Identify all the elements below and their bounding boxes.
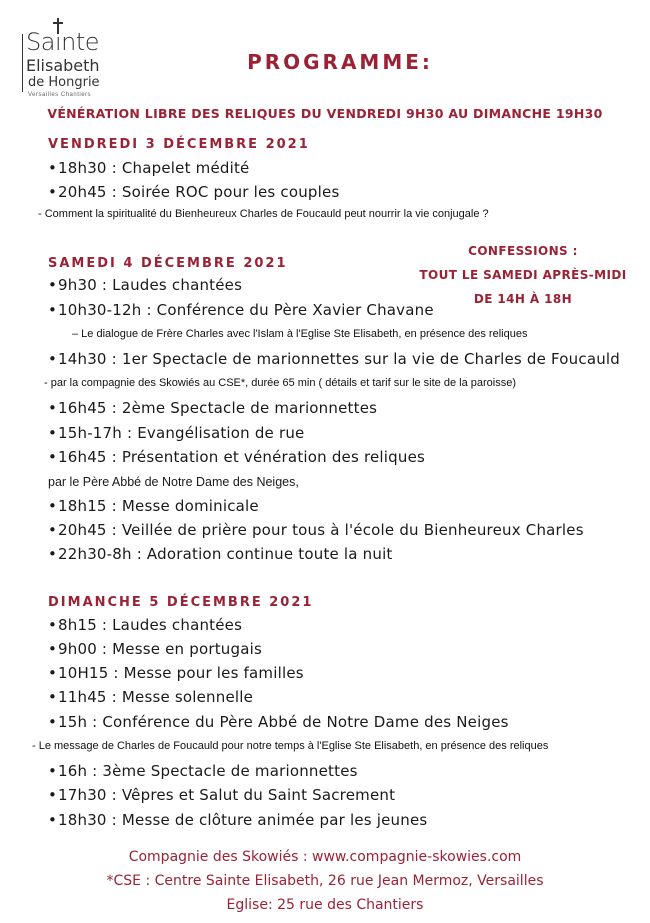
list-item <box>48 762 358 780</box>
list-item <box>48 688 253 706</box>
item-text: 18h30 : Messe de clôture animée par les jeunes <box>58 811 428 829</box>
page-title: PROGRAMME: <box>247 50 433 74</box>
list-item <box>48 640 262 658</box>
item-text: 16h45 : 2ème Spectacle de marionnettes <box>58 399 378 417</box>
list-item <box>48 424 304 442</box>
bullet-icon: • <box>48 786 58 804</box>
bullet-icon: • <box>48 159 58 177</box>
friday-heading: VENDREDI 3 DÉCEMBRE 2021 <box>48 137 310 152</box>
list-item <box>48 811 427 829</box>
list-item <box>48 786 395 804</box>
sunday-note-1: - Le message de Charles de Foucauld pour notre temps à l'Eglise Ste Elisabeth, en présence des reliques <box>32 740 549 752</box>
list-item <box>48 183 339 201</box>
logo-line-3: de Hongrie <box>28 75 100 90</box>
item-text: 9h30 : Laudes chantées <box>58 276 243 294</box>
item-text: 10H15 : Messe pour les familles <box>58 664 304 682</box>
footer-line-2: *CSE : Centre Sainte Elisabeth, 26 rue Jean Mermoz, Versailles <box>106 873 544 889</box>
list-item <box>48 350 620 368</box>
list-item <box>48 448 425 466</box>
bullet-icon: • <box>48 640 58 658</box>
bullet-icon: • <box>48 664 58 682</box>
cross-bar-icon <box>53 22 63 24</box>
list-item <box>48 713 509 731</box>
sunday-heading: DIMANCHE 5 DÉCEMBRE 2021 <box>48 595 314 610</box>
confessions-line-2: TOUT LE SAMEDI APRÈS-MIDI <box>419 268 627 282</box>
bullet-icon: • <box>48 276 58 294</box>
list-item <box>48 545 393 563</box>
confessions-line-3: DE 14H À 18H <box>473 292 573 306</box>
bullet-icon: • <box>48 301 58 319</box>
saturday-note-1: – Le dialogue de Frère Charles avec l'Islam à l'Eglise Ste Elisabeth, en présence des reliques <box>72 328 528 340</box>
bullet-icon: • <box>48 811 58 829</box>
saturday-plain-1: par le Père Abbé de Notre Dame des Neiges, <box>48 475 299 489</box>
saturday-note-2: - par la compagnie des Skowiés au CSE*, durée 65 min ( détails et tarif sur le site de la paroisse) <box>44 377 517 389</box>
item-text: 8h15 : Laudes chantées <box>58 616 243 634</box>
bullet-icon: • <box>48 399 58 417</box>
item-text: 14h30 : 1er Spectacle de marionnettes sur la vie de Charles de Foucauld <box>58 350 621 368</box>
bullet-icon: • <box>48 350 58 368</box>
bullet-icon: • <box>48 521 58 539</box>
logo-line-1: Sainte <box>26 28 99 56</box>
list-item <box>48 616 242 634</box>
footer-line-1: Compagnie des Skowiés : www.compagnie-skowies.com <box>128 849 522 865</box>
item-text: 15h : Conférence du Père Abbé de Notre Dame des Neiges <box>58 713 509 731</box>
bullet-icon: • <box>48 183 58 201</box>
list-item <box>48 399 377 417</box>
item-text: 10h30-12h : Conférence du Père Xavier Chavane <box>58 301 434 319</box>
friday-note: - Comment la spiritualité du Bienheureux Charles de Foucauld peut nourrir la vie conjugale ? <box>38 208 489 220</box>
list-item <box>48 664 304 682</box>
item-text: 22h30-8h : Adoration continue toute la nuit <box>58 545 393 563</box>
veneration-banner: VÉNÉRATION LIBRE DES RELIQUES DU VENDREDI 9H30 AU DIMANCHE 19H30 <box>47 106 603 121</box>
item-text: 15h-17h : Evangélisation de rue <box>58 424 305 442</box>
item-text: 17h30 : Vêpres et Salut du Saint Sacrement <box>58 786 396 804</box>
list-item <box>48 301 434 319</box>
list-item <box>48 497 259 515</box>
list-item <box>48 521 584 539</box>
bullet-icon: • <box>48 448 58 466</box>
item-text: 18h30 : Chapelet médité <box>58 159 250 177</box>
logo-line-2: Elisabeth <box>26 56 100 75</box>
bullet-icon: • <box>48 762 58 780</box>
bullet-icon: • <box>48 616 58 634</box>
item-text: 16h45 : Présentation et vénération des reliques <box>58 448 426 466</box>
item-text: 18h15 : Messe dominicale <box>58 497 259 515</box>
bullet-icon: • <box>48 497 58 515</box>
list-item <box>48 276 242 294</box>
item-text: 20h45 : Veillée de prière pour tous à l'école du Bienheureux Charles <box>58 521 584 539</box>
saturday-heading: SAMEDI 4 DÉCEMBRE 2021 <box>48 256 288 271</box>
logo-line-4: Versailles Chantiers <box>28 92 92 98</box>
item-text: 16h : 3ème Spectacle de marionnettes <box>58 762 358 780</box>
item-text: 11h45 : Messe solennelle <box>58 688 254 706</box>
bullet-icon: • <box>48 688 58 706</box>
item-text: 9h00 : Messe en portugais <box>58 640 262 658</box>
list-item <box>48 159 249 177</box>
item-text: 20h45 : Soirée ROC pour les couples <box>58 183 340 201</box>
footer-line-3: Eglise: 25 rue des Chantiers <box>226 897 424 913</box>
confessions-title: CONFESSIONS : <box>468 244 578 258</box>
bullet-icon: • <box>48 424 58 442</box>
bullet-icon: • <box>48 713 58 731</box>
bullet-icon: • <box>48 545 58 563</box>
